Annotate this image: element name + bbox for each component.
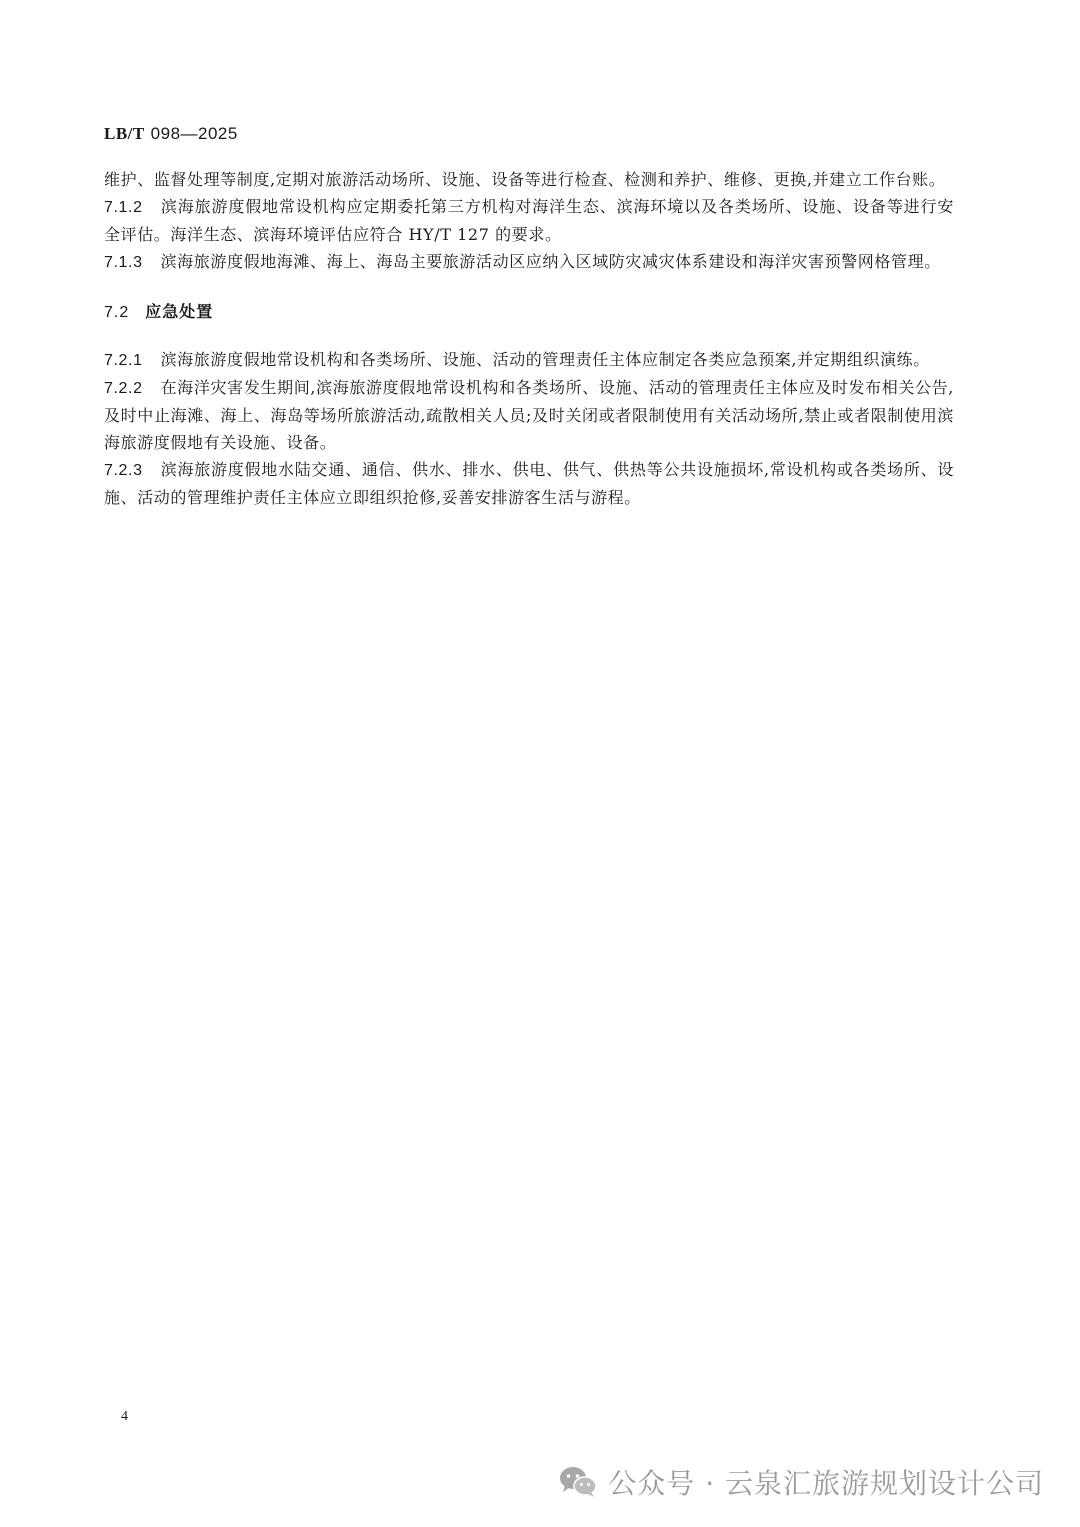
clause-number: 7.1.2 (104, 199, 143, 216)
clause-7-2-3 (104, 456, 954, 511)
section-heading-7-2 (104, 298, 954, 326)
watermark-text: 公众号 · 云泉汇旅游规划设计公司 (608, 1467, 1044, 1500)
watermark (558, 1462, 1044, 1502)
clause-7-2-1 (104, 346, 954, 374)
clause-text: 滨海旅游度假地海滩、海上、海岛主要旅游活动区应纳入区域防灾减灾体系建设和海洋灾害预警网格管理。 (160, 252, 941, 271)
clause-text: 滨海旅游度假地水陆交通、通信、供水、排水、供电、供气、供热等公共设施损坏,常设机构或各类场所、设施、活动的管理维护责任主体应立即组织抢修,妥善安排游客生活与游程。 (104, 460, 954, 507)
clause-number: 7.2.2 (104, 380, 143, 397)
clause-text: 滨海旅游度假地常设机构和各类场所、设施、活动的管理责任主体应制定各类应急预案,并定期组织演练。 (160, 350, 930, 369)
page-number: 4 (121, 1409, 128, 1424)
document-body (104, 166, 954, 511)
section-number: 7.2 (104, 304, 130, 321)
paragraph-continuation (104, 166, 954, 193)
standard-number: 098—2025 (150, 124, 238, 143)
clause-7-2-2 (104, 374, 954, 456)
clause-number: 7.2.3 (104, 462, 143, 479)
section-title: 应急处置 (145, 302, 214, 321)
wechat-icon (558, 1465, 598, 1499)
clause-7-1-2 (104, 193, 954, 248)
clause-number: 7.1.3 (104, 254, 143, 271)
page-header (104, 124, 238, 144)
paragraph-text: 维护、监督处理等制度,定期对旅游活动场所、设施、设备等进行检查、检测和养护、维修、更换,并建立工作台账。 (104, 170, 946, 189)
clause-text: 在海洋灾害发生期间,滨海旅游度假地常设机构和各类场所、设施、活动的管理责任主体应及时发布相关公告,及时中止海滩、海上、海岛等场所旅游活动,疏散相关人员;及时关闭或者限制使用有关活动场所,禁止或者限制使用滨海旅游度假地有关设施、设备。 (104, 378, 954, 452)
clause-text: 滨海旅游度假地常设机构应定期委托第三方机构对海洋生态、滨海环境以及各类场所、设施、设备等进行安全评估。海洋生态、滨海环境评估应符合 HY/T 127 的要求。 (104, 197, 954, 244)
clause-7-1-3 (104, 248, 954, 276)
standard-prefix: LB/T (104, 124, 145, 143)
clause-number: 7.2.1 (104, 352, 143, 369)
